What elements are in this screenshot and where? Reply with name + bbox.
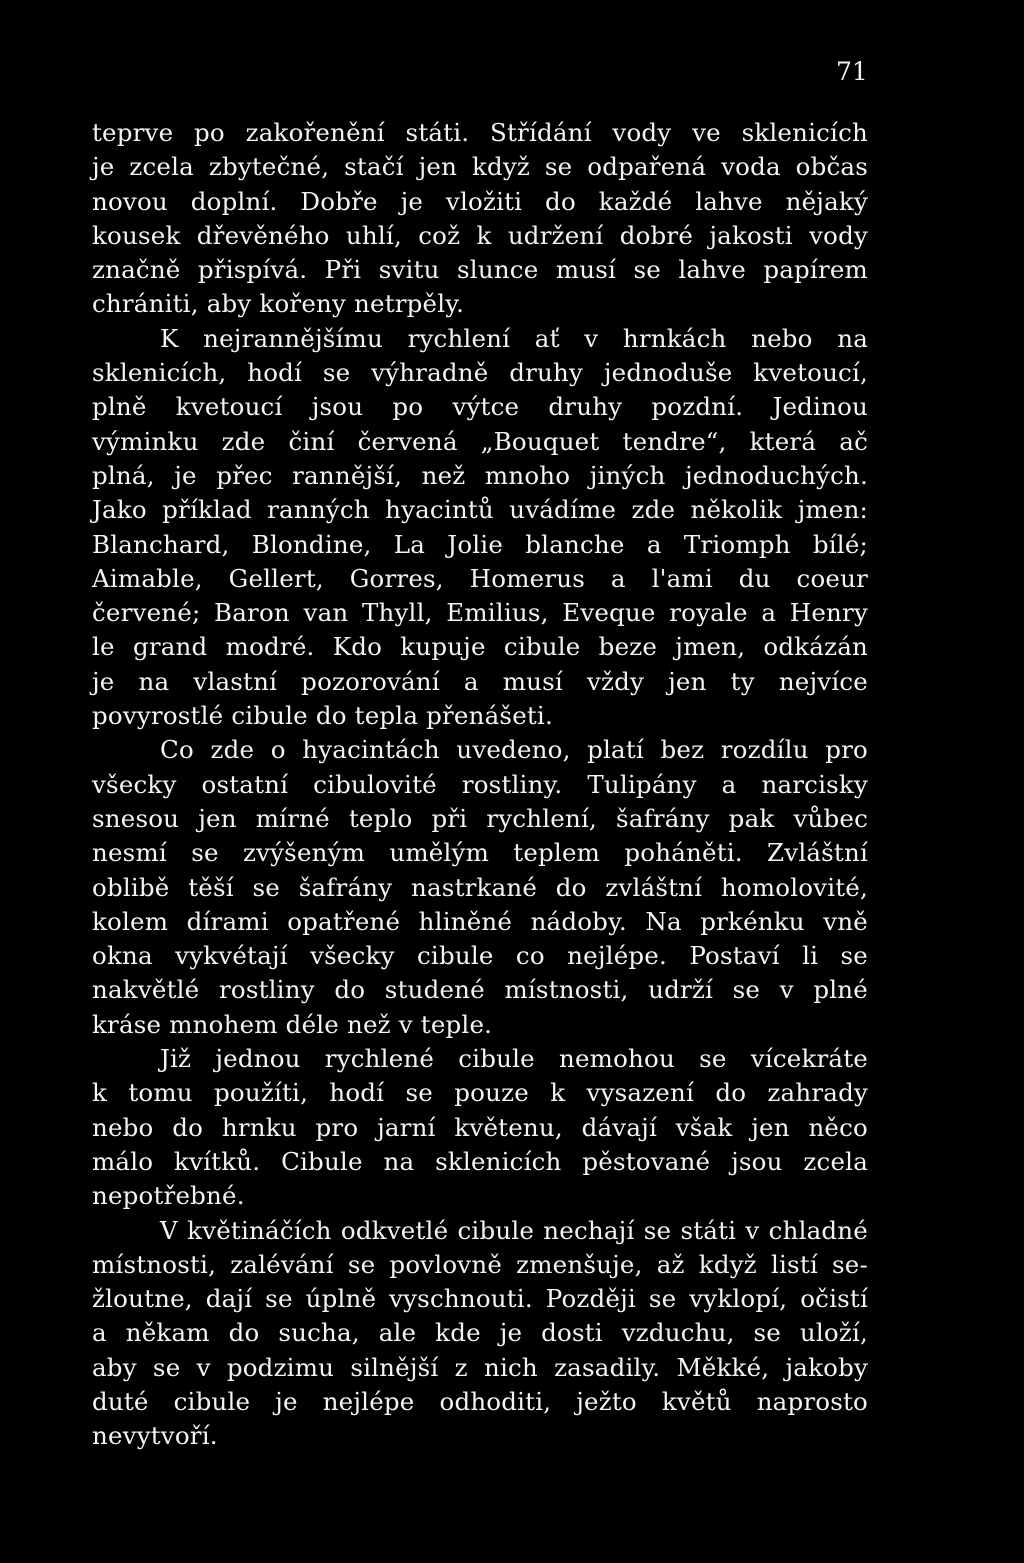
text-line: K nejrannějšímu rychlení ať v hrnkách nebo na [160, 323, 868, 353]
text-line: aby se v podzimu silnější z nich zasadily. Měkké, jakoby [92, 1352, 868, 1382]
text-line: kousek dřevěného uhlí, což k udržení dobré jakosti vody [92, 220, 868, 250]
text-line: je zcela zbytečné, stačí jen když se odpařená voda občas [92, 152, 868, 182]
text-line: nepotřebné. [92, 1181, 245, 1211]
text-line: k tomu použíti, hodí se pouze k vysazení do zahrady [92, 1078, 868, 1108]
text-line: kráse mnohem déle než v teple. [92, 1009, 493, 1039]
text-line: Blanchard, Blondine, La Jolie blanche a Triomph bílé; [92, 529, 868, 559]
text-line: oblibě těší se šafrány nastrkané do zvláštní homolovité, [92, 872, 868, 902]
text-line: nakvětlé rostliny do studené místnosti, udrží se v plné [92, 975, 868, 1005]
text-line: značně přispívá. Při svitu slunce musí se lahve papírem [92, 255, 868, 285]
text-line: je na vlastní pozorování a musí vždy jen ty nejvíce [92, 666, 868, 696]
text-line: červené; Baron van Thyll, Emilius, Eveque royale a Henry [92, 598, 868, 628]
text-line: okna vykvétají všecky cibule co nejlépe. Postaví li se [92, 941, 868, 971]
text-line: novou doplní. Dobře je vložiti do každé lahve nějaký [92, 186, 868, 216]
text-line: místnosti, zalévání se povlovně zmenšuje, až když listí se- [92, 1249, 868, 1279]
text-line: Jako příklad ranných hyacintů uvádíme zde několik jmen: [92, 495, 868, 525]
text-line: kolem dírami opatřené hliněné nádoby. Na prkénku vně [92, 906, 868, 936]
text-line: Již jednou rychlené cibule nemohou se vícekráte [160, 1044, 868, 1074]
text-line: teprve po zakořenění státi. Střídání vody ve sklenicích [92, 118, 868, 147]
text-line: sklenicích, hodí se výhradně druhy jednoduše kvetoucí, [92, 358, 868, 388]
text-line: a někam do sucha, ale kde je dosti vzduchu, se uloží, [92, 1318, 868, 1348]
text-line: plná, je přec rannější, než mnoho jiných jednoduchých. [92, 460, 868, 490]
text-line: povyrostlé cibule do tepla přenášeti. [92, 701, 553, 731]
body-text [92, 116, 868, 1454]
text-line: výminku zde činí červená „Bouquet tendre“, která ač [92, 426, 868, 456]
text-line: duté cibule je nejlépe odhoditi, ježto květů naprosto [92, 1386, 868, 1416]
text-line: V květináčích odkvetlé cibule nechají se státi v chladné [160, 1215, 868, 1245]
text-line: nevytvoří. [92, 1421, 218, 1451]
text-line: Co zde o hyacintách uvedeno, platí bez rozdílu pro [160, 735, 868, 765]
text-line: málo kvítků. Cibule na sklenicích pěstované jsou zcela [92, 1146, 868, 1176]
text-line: snesou jen mírné teplo při rychlení, šafrány pak vůbec [92, 803, 868, 833]
text-line: plně kvetoucí jsou po výtce druhy pozdní. Jedinou [92, 392, 868, 422]
page-number: 71 [836, 57, 868, 86]
text-line: žloutne, dají se úplně vyschnouti. Později se vyklopí, očistí [92, 1284, 868, 1314]
text-line: le grand modré. Kdo kupuje cibule beze jmen, odkázán [92, 632, 868, 662]
text-line: Aimable, Gellert, Gorres, Homerus a l'ami du coeur [92, 563, 868, 593]
text-line: všecky ostatní cibulovité rostliny. Tulipány a narcisky [92, 769, 868, 799]
text-line: nebo do hrnku pro jarní květenu, dávají však jen něco [92, 1112, 868, 1142]
text-line: chrániti, aby kořeny netrpěly. [92, 289, 465, 319]
text-line: nesmí se zvýšeným umělým teplem poháněti. Zvláštní [92, 838, 868, 868]
